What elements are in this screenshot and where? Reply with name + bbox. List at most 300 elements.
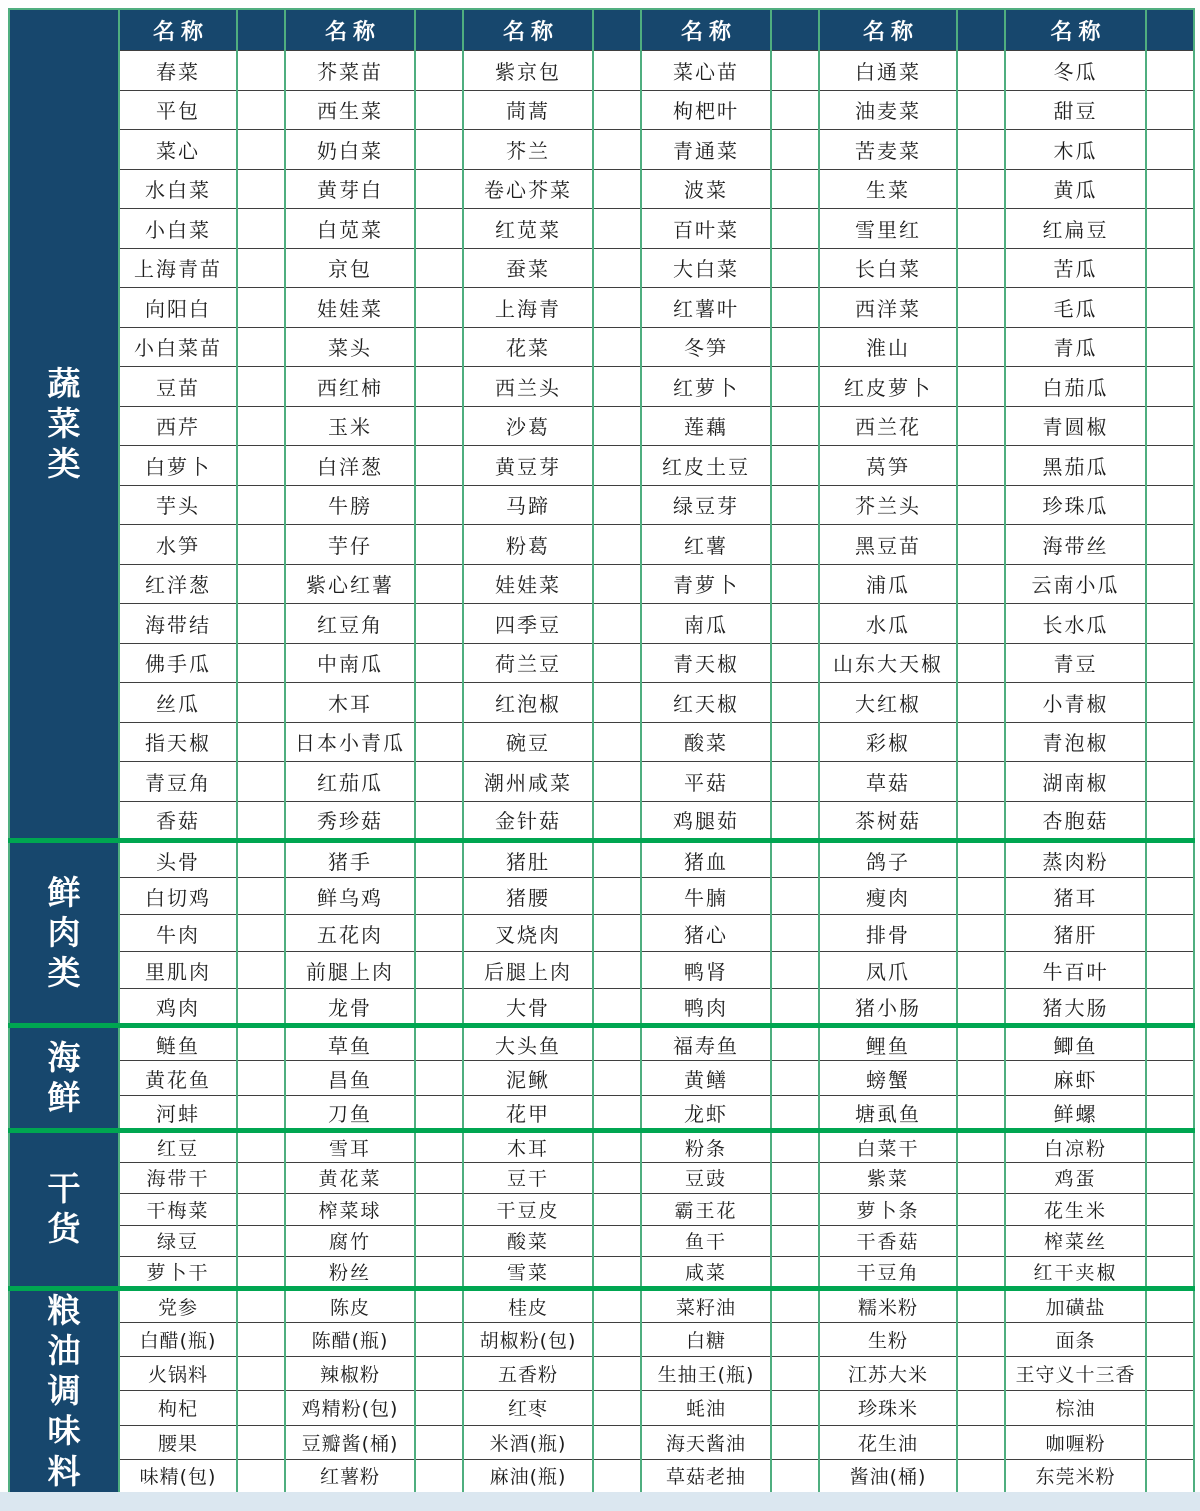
item-cell: 味精(包) (119, 1459, 237, 1493)
item-cell: 酱油(桶) (819, 1459, 957, 1493)
price-cell (1146, 1096, 1194, 1131)
item-cell: 生菜 (819, 169, 957, 209)
price-cell (771, 1026, 819, 1061)
item-cell: 青瓜 (1005, 327, 1146, 367)
table-row (9, 367, 1194, 407)
category-cell-sea (9, 1026, 119, 1131)
item-cell: 豆豉 (641, 1162, 771, 1194)
item-cell: 绿豆 (119, 1225, 237, 1257)
item-cell: 上海青苗 (119, 248, 237, 288)
price-cell (415, 1061, 463, 1096)
section-dried (9, 1131, 1194, 1289)
price-cell (1146, 1257, 1194, 1289)
category-label: 海鲜 (47, 1037, 81, 1117)
price-cell (237, 367, 285, 407)
item-cell: 塘虱鱼 (819, 1096, 957, 1131)
price-cell (415, 1257, 463, 1289)
table-row (9, 952, 1194, 989)
price-cell (415, 130, 463, 170)
price-cell (237, 446, 285, 486)
price-cell (957, 1061, 1005, 1096)
item-cell: 雪菜 (463, 1257, 593, 1289)
item-cell: 鸡精粉(包) (285, 1391, 415, 1425)
price-cell (1146, 801, 1194, 841)
table-row (9, 1162, 1194, 1194)
price-cell (1146, 1391, 1194, 1425)
item-cell: 花甲 (463, 1096, 593, 1131)
item-cell: 榨菜丝 (1005, 1225, 1146, 1257)
item-cell: 四季豆 (463, 604, 593, 644)
price-cell (415, 1425, 463, 1459)
item-cell: 佛手瓜 (119, 643, 237, 683)
item-cell: 王守义十三香 (1005, 1357, 1146, 1391)
price-cell (593, 643, 641, 683)
price-column-header (237, 9, 285, 51)
price-cell (771, 564, 819, 604)
item-cell: 大白菜 (641, 248, 771, 288)
item-cell: 牛腩 (641, 878, 771, 915)
price-cell (771, 878, 819, 915)
price-cell (593, 406, 641, 446)
table-row (9, 722, 1194, 762)
item-cell: 咖喱粉 (1005, 1425, 1146, 1459)
item-cell: 大头鱼 (463, 1026, 593, 1061)
item-cell: 五香粉 (463, 1357, 593, 1391)
item-cell: 金针菇 (463, 801, 593, 841)
price-table (8, 8, 1195, 1496)
price-cell (237, 683, 285, 723)
price-cell (593, 801, 641, 841)
item-cell: 粉丝 (285, 1257, 415, 1289)
price-cell (771, 1391, 819, 1425)
item-cell: 后腿上肉 (463, 952, 593, 989)
price-cell (1146, 1131, 1194, 1163)
item-cell: 西兰花 (819, 406, 957, 446)
item-cell: 菜心苗 (641, 51, 771, 91)
price-cell (237, 915, 285, 952)
price-cell (593, 1391, 641, 1425)
price-cell (957, 564, 1005, 604)
item-cell: 鸽子 (819, 841, 957, 878)
price-cell (415, 1357, 463, 1391)
price-cell (237, 1425, 285, 1459)
item-cell: 里肌肉 (119, 952, 237, 989)
price-cell (237, 1194, 285, 1226)
price-cell (237, 643, 285, 683)
item-cell: 向阳白 (119, 288, 237, 328)
price-cell (771, 604, 819, 644)
price-cell (957, 446, 1005, 486)
price-cell (593, 762, 641, 802)
table-row (9, 564, 1194, 604)
item-cell: 白通菜 (819, 51, 957, 91)
item-cell: 杏胞菇 (1005, 801, 1146, 841)
table-row (9, 1026, 1194, 1061)
item-cell: 紫京包 (463, 51, 593, 91)
section-meat (9, 841, 1194, 1026)
table-row (9, 51, 1194, 91)
table-row (9, 248, 1194, 288)
price-cell (771, 248, 819, 288)
price-cell (771, 327, 819, 367)
item-cell: 白凉粉 (1005, 1131, 1146, 1163)
item-cell: 白洋葱 (285, 446, 415, 486)
price-cell (415, 643, 463, 683)
item-cell: 猪小肠 (819, 989, 957, 1026)
item-cell: 黄瓜 (1005, 169, 1146, 209)
price-cell (957, 485, 1005, 525)
item-cell: 腰果 (119, 1425, 237, 1459)
price-cell (593, 1322, 641, 1356)
price-cell (771, 643, 819, 683)
column-header: 名称 (1005, 9, 1146, 51)
price-cell (415, 1162, 463, 1194)
price-cell (237, 1257, 285, 1289)
item-cell: 青豆 (1005, 643, 1146, 683)
item-cell: 党参 (119, 1288, 237, 1322)
item-cell: 浦瓜 (819, 564, 957, 604)
table-row (9, 525, 1194, 565)
item-cell: 红豆角 (285, 604, 415, 644)
price-cell (593, 1425, 641, 1459)
price-cell (1146, 762, 1194, 802)
price-cell (1146, 1194, 1194, 1226)
price-cell (237, 248, 285, 288)
item-cell: 波菜 (641, 169, 771, 209)
table-row (9, 485, 1194, 525)
price-column-header (771, 9, 819, 51)
table-row (9, 643, 1194, 683)
category-cell-grain (9, 1288, 119, 1494)
price-cell (957, 643, 1005, 683)
table-row (9, 1322, 1194, 1356)
price-column-header (415, 9, 463, 51)
table-row (9, 915, 1194, 952)
item-cell: 鲜乌鸡 (285, 878, 415, 915)
price-column-header (1146, 9, 1194, 51)
item-cell: 陈皮 (285, 1288, 415, 1322)
price-cell (771, 722, 819, 762)
price-cell (1146, 1225, 1194, 1257)
price-cell (415, 1391, 463, 1425)
item-cell: 红苋菜 (463, 209, 593, 249)
price-cell (957, 1096, 1005, 1131)
price-cell (771, 485, 819, 525)
item-cell: 酸菜 (463, 1225, 593, 1257)
item-cell: 螃蟹 (819, 1061, 957, 1096)
table-row (9, 327, 1194, 367)
item-cell: 丝瓜 (119, 683, 237, 723)
item-cell: 红薯叶 (641, 288, 771, 328)
item-cell: 红扁豆 (1005, 209, 1146, 249)
category-cell-meat (9, 841, 119, 1026)
price-cell (957, 327, 1005, 367)
item-cell: 平包 (119, 90, 237, 130)
item-cell: 萝卜干 (119, 1257, 237, 1289)
price-cell (1146, 604, 1194, 644)
column-header: 名称 (463, 9, 593, 51)
price-cell (415, 367, 463, 407)
item-cell: 黄芽白 (285, 169, 415, 209)
item-cell: 江苏大米 (819, 1357, 957, 1391)
price-cell (237, 288, 285, 328)
price-cell (957, 915, 1005, 952)
item-cell: 水白菜 (119, 169, 237, 209)
price-cell (415, 989, 463, 1026)
table-row (9, 406, 1194, 446)
item-cell: 青豆角 (119, 762, 237, 802)
item-cell: 红枣 (463, 1391, 593, 1425)
price-cell (237, 130, 285, 170)
item-cell: 苦瓜 (1005, 248, 1146, 288)
item-cell: 陈醋(瓶) (285, 1322, 415, 1356)
item-cell: 木耳 (285, 683, 415, 723)
price-cell (593, 446, 641, 486)
item-cell: 河蚌 (119, 1096, 237, 1131)
item-cell: 娃娃菜 (463, 564, 593, 604)
price-cell (957, 1131, 1005, 1163)
item-cell: 东莞米粉 (1005, 1459, 1146, 1493)
item-cell: 豆瓣酱(桶) (285, 1425, 415, 1459)
price-cell (771, 90, 819, 130)
item-cell: 泥鳅 (463, 1061, 593, 1096)
price-cell (593, 1459, 641, 1493)
price-column-header (593, 9, 641, 51)
item-cell: 京包 (285, 248, 415, 288)
item-cell: 糯米粉 (819, 1288, 957, 1322)
item-cell: 酸菜 (641, 722, 771, 762)
item-cell: 白茄瓜 (1005, 367, 1146, 407)
item-cell: 刀鱼 (285, 1096, 415, 1131)
price-cell (957, 762, 1005, 802)
price-cell (415, 722, 463, 762)
item-cell: 甜豆 (1005, 90, 1146, 130)
item-cell: 萝卜条 (819, 1194, 957, 1226)
price-cell (957, 406, 1005, 446)
price-cell (957, 1322, 1005, 1356)
item-cell: 菜籽油 (641, 1288, 771, 1322)
item-cell: 黄豆芽 (463, 446, 593, 486)
item-cell: 猪手 (285, 841, 415, 878)
price-cell (957, 1459, 1005, 1493)
price-cell (1146, 169, 1194, 209)
item-cell: 枸杞 (119, 1391, 237, 1425)
item-cell: 生抽王(瓶) (641, 1357, 771, 1391)
price-cell (593, 248, 641, 288)
item-cell: 玉米 (285, 406, 415, 446)
price-cell (593, 1061, 641, 1096)
item-cell: 红皮土豆 (641, 446, 771, 486)
price-cell (1146, 1322, 1194, 1356)
table-row (9, 209, 1194, 249)
item-cell: 奶白菜 (285, 130, 415, 170)
item-cell: 火锅料 (119, 1357, 237, 1391)
item-cell: 菜头 (285, 327, 415, 367)
price-cell (237, 1096, 285, 1131)
item-cell: 冬笋 (641, 327, 771, 367)
price-cell (237, 1288, 285, 1322)
price-cell (1146, 1288, 1194, 1322)
price-cell (237, 1391, 285, 1425)
table-row (9, 683, 1194, 723)
item-cell: 西芹 (119, 406, 237, 446)
category-label: 鲜肉类 (47, 872, 81, 993)
column-header: 名称 (285, 9, 415, 51)
price-cell (415, 1225, 463, 1257)
price-cell (593, 367, 641, 407)
price-cell (415, 762, 463, 802)
item-cell: 雪耳 (285, 1131, 415, 1163)
item-cell: 草菇 (819, 762, 957, 802)
item-cell: 芥兰头 (819, 485, 957, 525)
item-cell: 海天酱油 (641, 1425, 771, 1459)
price-cell (237, 1225, 285, 1257)
price-cell (1146, 643, 1194, 683)
item-cell: 鲢鱼 (119, 1026, 237, 1061)
item-cell: 淮山 (819, 327, 957, 367)
price-cell (593, 1257, 641, 1289)
item-cell: 秀珍菇 (285, 801, 415, 841)
price-cell (771, 525, 819, 565)
price-cell (771, 130, 819, 170)
item-cell: 鸡蛋 (1005, 1162, 1146, 1194)
item-cell: 指天椒 (119, 722, 237, 762)
price-cell (237, 564, 285, 604)
item-cell: 鲜螺 (1005, 1096, 1146, 1131)
item-cell: 猪肝 (1005, 915, 1146, 952)
table-row (9, 1257, 1194, 1289)
price-cell (415, 169, 463, 209)
table-row (9, 989, 1194, 1026)
price-column-header (957, 9, 1005, 51)
table-row (9, 841, 1194, 878)
price-cell (957, 683, 1005, 723)
price-cell (415, 485, 463, 525)
table-row (9, 1225, 1194, 1257)
item-cell: 芥兰 (463, 130, 593, 170)
item-cell: 生粉 (819, 1322, 957, 1356)
price-cell (1146, 878, 1194, 915)
item-cell: 海带干 (119, 1162, 237, 1194)
item-cell: 湖南椒 (1005, 762, 1146, 802)
price-cell (237, 1322, 285, 1356)
price-cell (237, 841, 285, 878)
price-cell (1146, 952, 1194, 989)
item-cell: 干梅菜 (119, 1194, 237, 1226)
price-cell (957, 1425, 1005, 1459)
price-cell (957, 604, 1005, 644)
price-cell (957, 130, 1005, 170)
item-cell: 中南瓜 (285, 643, 415, 683)
price-cell (771, 1162, 819, 1194)
item-cell: 海带丝 (1005, 525, 1146, 565)
price-cell (1146, 130, 1194, 170)
price-cell (957, 169, 1005, 209)
price-cell (771, 1459, 819, 1493)
table-row (9, 130, 1194, 170)
item-cell: 西红柿 (285, 367, 415, 407)
item-cell: 菜心 (119, 130, 237, 170)
item-cell: 春菜 (119, 51, 237, 91)
item-cell: 毛瓜 (1005, 288, 1146, 328)
item-cell: 水瓜 (819, 604, 957, 644)
price-cell (415, 1288, 463, 1322)
price-cell (771, 288, 819, 328)
item-cell: 面条 (1005, 1322, 1146, 1356)
item-cell: 青圆椒 (1005, 406, 1146, 446)
price-cell (593, 1288, 641, 1322)
item-cell: 白醋(瓶) (119, 1322, 237, 1356)
item-cell: 百叶菜 (641, 209, 771, 249)
price-cell (593, 878, 641, 915)
item-cell: 红干夹椒 (1005, 1257, 1146, 1289)
price-cell (593, 722, 641, 762)
item-cell: 棕油 (1005, 1391, 1146, 1425)
item-cell: 鸡腿茹 (641, 801, 771, 841)
item-cell: 排骨 (819, 915, 957, 952)
item-cell: 五花肉 (285, 915, 415, 952)
item-cell: 黄花鱼 (119, 1061, 237, 1096)
item-cell: 碗豆 (463, 722, 593, 762)
price-cell (771, 1322, 819, 1356)
price-cell (957, 1257, 1005, 1289)
price-cell (1146, 248, 1194, 288)
item-cell: 鱼干 (641, 1225, 771, 1257)
price-cell (957, 989, 1005, 1026)
price-cell (237, 762, 285, 802)
item-cell: 白苋菜 (285, 209, 415, 249)
item-cell: 莲藕 (641, 406, 771, 446)
item-cell: 莴笋 (819, 446, 957, 486)
price-cell (237, 1061, 285, 1096)
price-cell (415, 564, 463, 604)
price-cell (1146, 915, 1194, 952)
item-cell: 红薯 (641, 525, 771, 565)
item-cell: 猪耳 (1005, 878, 1146, 915)
item-cell: 豆干 (463, 1162, 593, 1194)
item-cell: 麻油(瓶) (463, 1459, 593, 1493)
price-cell (1146, 485, 1194, 525)
price-cell (237, 1162, 285, 1194)
table-row (9, 446, 1194, 486)
table-row (9, 604, 1194, 644)
price-cell (237, 51, 285, 91)
item-cell: 娃娃菜 (285, 288, 415, 328)
item-cell: 花生米 (1005, 1194, 1146, 1226)
item-cell: 西兰头 (463, 367, 593, 407)
column-header: 名称 (641, 9, 771, 51)
table-row (9, 762, 1194, 802)
price-cell (237, 878, 285, 915)
price-cell (237, 604, 285, 644)
price-cell (771, 762, 819, 802)
price-cell (415, 288, 463, 328)
price-cell (593, 683, 641, 723)
price-cell (415, 878, 463, 915)
item-cell: 木瓜 (1005, 130, 1146, 170)
price-cell (593, 525, 641, 565)
price-cell (237, 169, 285, 209)
item-cell: 桂皮 (463, 1288, 593, 1322)
item-cell: 鸭肾 (641, 952, 771, 989)
price-cell (415, 841, 463, 878)
price-cell (957, 51, 1005, 91)
price-cell (957, 952, 1005, 989)
price-cell (415, 327, 463, 367)
table-row (9, 1288, 1194, 1322)
item-cell: 粉条 (641, 1131, 771, 1163)
item-cell: 加磺盐 (1005, 1288, 1146, 1322)
